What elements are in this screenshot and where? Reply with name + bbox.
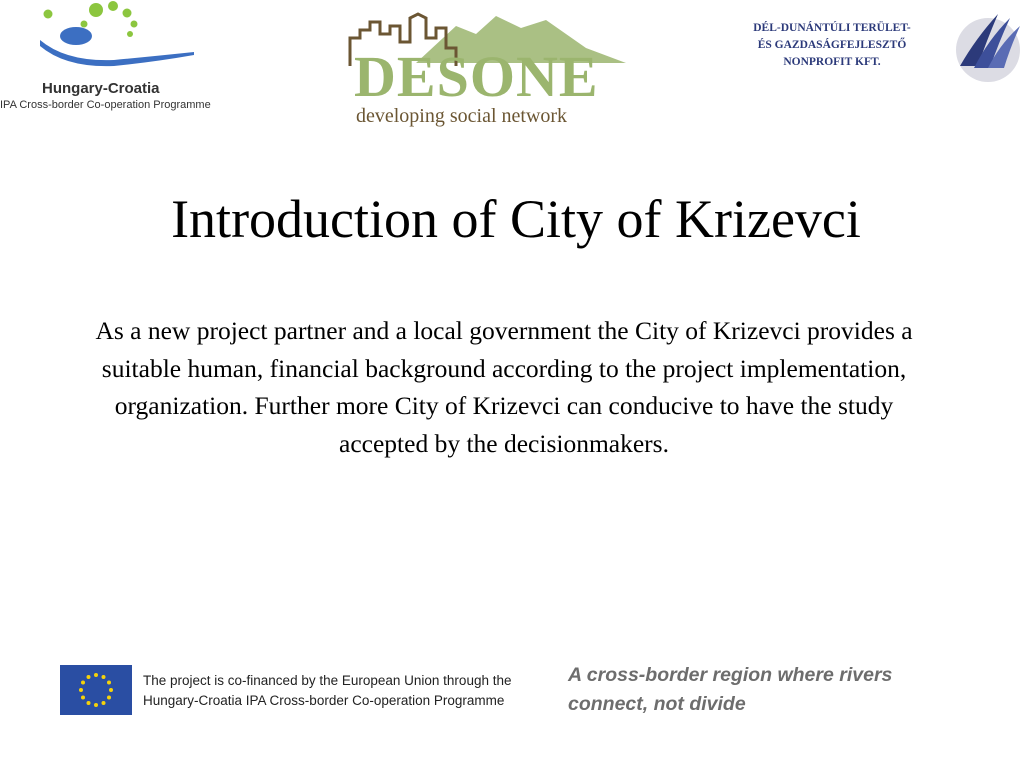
footer-slogan-line-2: connect, not divide xyxy=(568,693,746,715)
footer-slogan-line-1: A cross-border region where rivers xyxy=(568,664,893,686)
hungary-croatia-programme: IPA Cross-border Co-operation Programme xyxy=(0,99,211,111)
slide-title: Introduction of City of Krizevci xyxy=(171,189,861,249)
slide-body-text: As a new project partner and a local government the City of Krizevci provides a suitable human, financial background according to the project implementation, organization. Further more City of Krizevci can conducive to have the study accepted by the decisionmakers. xyxy=(95,316,913,458)
ddrfu-name xyxy=(728,20,936,71)
footer-slogan xyxy=(568,661,892,719)
footer-note-line-2: Hungary-Croatia IPA Cross-border Co-operation Programme xyxy=(143,693,505,708)
hungary-croatia-emblem-icon xyxy=(36,0,206,80)
desone-wordmark: DESONE xyxy=(354,44,599,109)
ddrfu-line-2: ÉS GAZDASÁGFEJLESZTŐ xyxy=(757,39,907,51)
ddrfu-swirl-icon xyxy=(952,8,1024,88)
desone-tagline: developing social network xyxy=(356,105,568,127)
ddrfu-line-3: NONPROFIT KFT. xyxy=(783,56,881,68)
ddrfu-line-1: DÉL-DUNÁNTÚLI TERÜLET- xyxy=(753,22,911,34)
footer-cofinance-note xyxy=(143,671,511,711)
hungary-croatia-name: Hungary-Croatia xyxy=(42,80,160,97)
desone-logo xyxy=(346,8,636,133)
footer-note-line-1: The project is co-financed by the European Union through the xyxy=(143,673,512,688)
hungary-croatia-logo xyxy=(0,0,230,120)
ddrfu-logo xyxy=(728,20,1024,90)
eu-flag-icon xyxy=(60,665,132,715)
